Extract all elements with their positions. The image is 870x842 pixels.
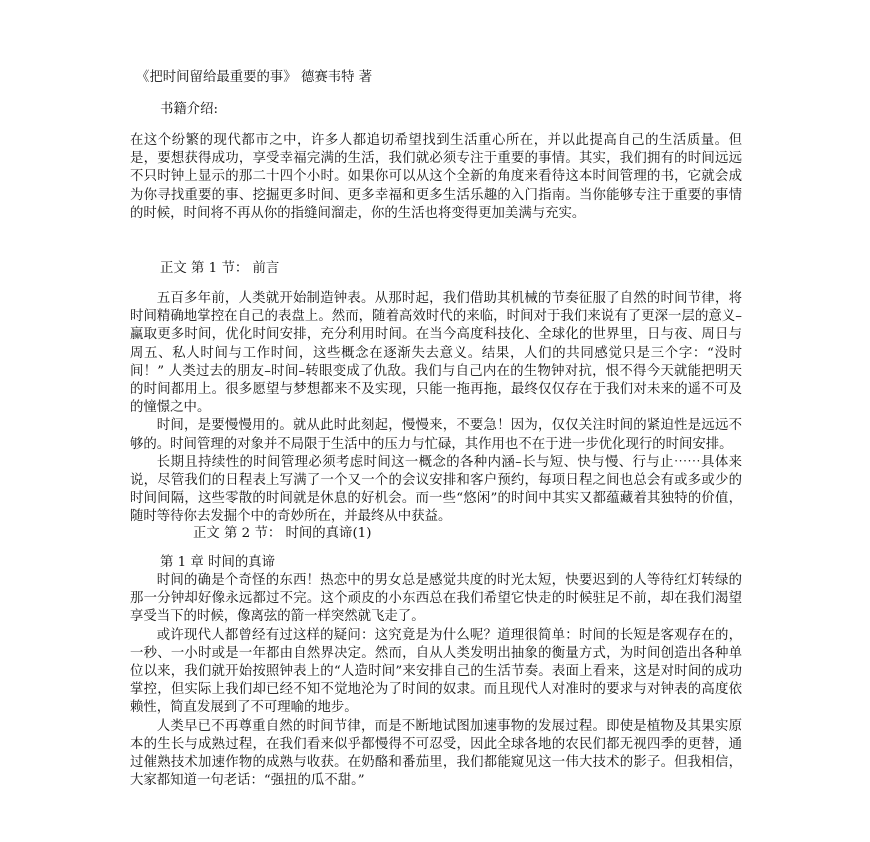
- intro-heading: 书籍介绍:: [160, 102, 219, 117]
- intro-section: [130, 132, 742, 223]
- section1-heading: 正文 第 1 节： 前言: [160, 261, 280, 276]
- section2-body: [130, 572, 742, 790]
- section2-paragraph: 人类早已不再尊重自然的时间节律，而是不断地试图加速事物的发展过程。即使是植物及其果实原本的生长与成熟过程，在我们看来似乎都慢得不可忍受，因此全球各地的农民们都无视四季的更替，通过催熟技术加速作物的成熟与收获。在奶酪和番茄里，我们都能窥见这一伟大技术的影子。但我相信，大家都知道一句老话：“强扭的瓜不甜。”: [130, 718, 742, 789]
- chapter-heading: 第 1 章 时间的真谛: [160, 555, 276, 570]
- section1-paragraph: 时间，是要慢慢用的。就从此时此刻起，慢慢来，不要急！因为，仅仅关注时间的紧迫性是远远不够的。时间管理的对象并不局限于生活中的压力与忙碌，其作用也不在于进一步优化现行的时间安排。: [130, 418, 742, 452]
- section1-paragraph: 长期且持续性的时间管理必须考虑时间这一概念的各种内涵–长与短、快与慢、行与止⋯⋯具体来说，尽管我们的日程表上写满了一个又一个的会议安排和客户预约，每项日程之间也总会有或多或少的时间间隔，这些零散的时间就是休息的好机会。而一些“悠闲”的时间中其实又都蕴藏着其独特的价值，随时等待你去发掘个中的奇妙所在，并最终从中获益。: [130, 454, 742, 525]
- section2-paragraph: 或许现代人都曾经有过这样的疑问：这究竟是为什么呢？道理很简单：时间的长短是客观存在的，一秒、一小时或是一年都由自然界决定。然而，自从人类发明出抽象的衡量方式，为时间创造出各种单位以来，我们就开始按照钟表上的“人造时间”来安排自己的生活节奏。表面上看来，这是对时间的成功掌控，但实际上我们却已经不知不觉地沦为了时间的奴隶。而且现代人对准时的要求与对钟表的高度依赖性，简直发展到了不可理喻的地步。: [130, 627, 742, 716]
- section1-paragraph: 五百多年前，人类就开始制造钟表。从那时起，我们借助其机械的节奏征服了自然的时间节律，将时间精确地掌控在自己的表盘上。然而，随着高效时代的来临，时间对于我们来说有了更深一层的意义–赢取更多时间，优化时间安排，充分利用时间。在当今高度科技化、全球化的世界里，日与夜、周日与周五、私人时间与工作时间，这些概念在逐渐失去意义。结果，人们的共同感觉只是三个字：“没时间！” 人类过去的朋友–时间–转眼变成了仇敌。我们与自己内在的生物钟对抗，恨不得今天就能把明天的时间都用上。很多愿望与梦想都来不及实现，只能一拖再拖，最终仅仅存在于我们对未来的遥不可及的憧憬之中。: [130, 291, 742, 416]
- section2-paragraph: 时间的确是个奇怪的东西！热恋中的男女总是感觉共度的时光太短，快要迟到的人等待红灯转绿的那一分钟却好像永远都过不完。这个顽皮的小东西总在我们希望它快走的时候驻足不前，却在我们渴望享受当下的时候，像离弦的箭一样突然就飞走了。: [130, 573, 742, 625]
- section1-body: [130, 290, 742, 527]
- section2-heading: 正文 第 2 节： 时间的真谛(1): [193, 526, 372, 541]
- document-title-line: 《把时间留给最重要的事》 德赛韦特 著: [136, 70, 373, 85]
- intro-paragraph: 在这个纷繁的现代都市之中，许多人都追切希望找到生活重心所在，并以此提高自己的生活质量。但是，要想获得成功，享受幸福完满的生活，我们就必须专注于重要的事情。其实，我们拥有的时间远远不只时钟上显示的那二十四个小时。如果你可以从这个全新的角度来看待这本时间管理的书，它就会成为你寻找重要的事、挖掘更多时间、更多幸福和更多生活乐趣的入门指南。当你能够专注于重要的事情的时候，时间将不再从你的指缝间溜走，你的生活也将变得更加美满与充实。: [130, 133, 742, 221]
